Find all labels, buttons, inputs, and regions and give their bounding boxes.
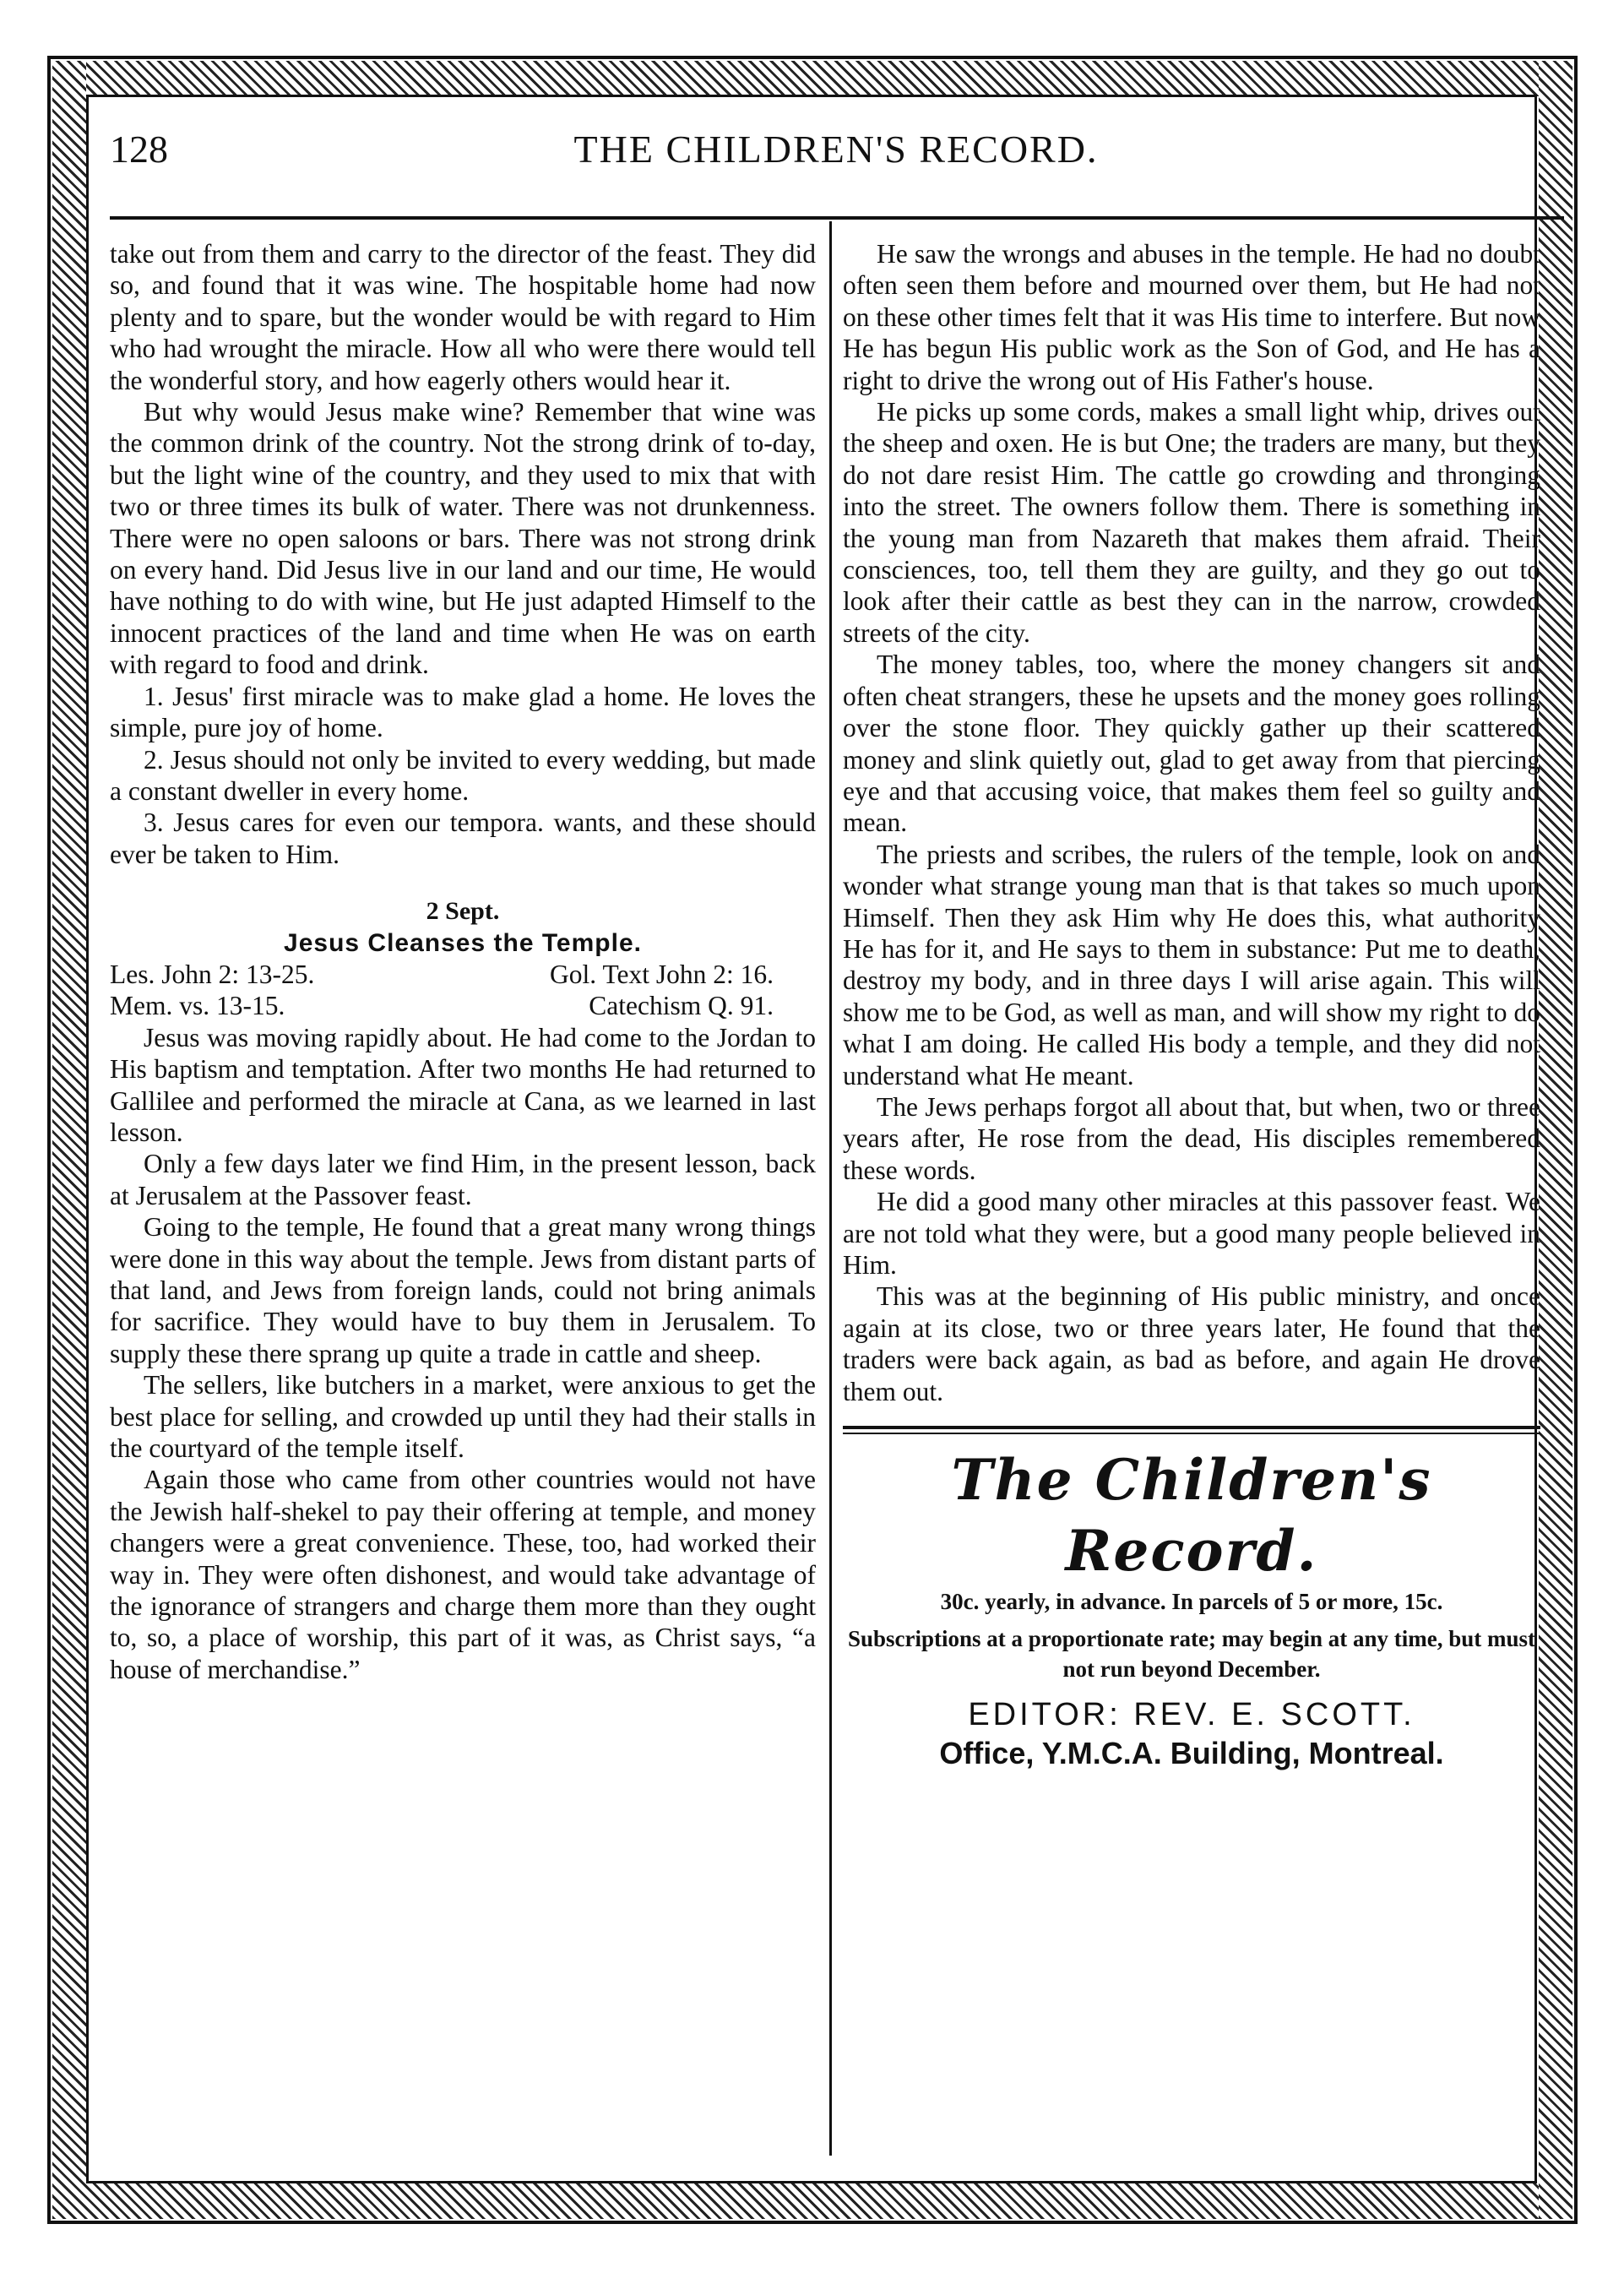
- lesson-title: Jesus Cleanses the Temple.: [284, 928, 642, 957]
- paragraph: The priests and scribes, the rulers of the temple, look on and wonder what strange young man that is that takes so much upon Himself. Then they ask Him why He does this, what authority He has for it, and He says to them in substance: Put me to death, destroy my body, and in three days I will arise again. This will show me to be God, as well as man, and will show my right to do what I am doing. He called His body a temple, and they did not understand what He meant.: [843, 839, 1540, 1090]
- paragraph: He picks up some cords, makes a small light whip, drives out the sheep and oxen. He is but One; the traders are many, but they do not dare resist Him. The cattle go crowding and thronging into the street. The owners follow them. There is something in the young man from Nazareth that makes them afraid. Their consciences, too, tell them they are guilty, and they go out to look after their cattle as best they can in the narrow, crowded streets of the city.: [843, 397, 1540, 648]
- paragraph: 1. Jesus' first miracle was to make glad a home. He loves the simple, pure joy of home.: [110, 681, 816, 743]
- paragraph: Jesus was moving rapidly about. He had come to the Jordan to His baptism and temptation. After two months He had returned to Gallilee and performed the miracle at Cana, as we learned in last lesson.: [110, 1022, 816, 1147]
- paragraph: 2. Jesus should not only be invited to every wedding, but made a constant dweller in every home.: [110, 744, 816, 806]
- paragraph: But why would Jesus make wine? Remember that wine was the common drink of the country. Not the strong drink of to-day, but the light wine of the country, and they used to mix that with two or three times its bulk of water. There was not drunkenness. There were no open saloons or bars. There was not strong drink on every hand. Did Jesus live in our land and our time, He would have nothing to do with wine, but He just adapted Himself to the innocent practices of the land and time when He was on earth with regard to food and drink.: [110, 397, 816, 680]
- memory-row: [110, 990, 816, 1021]
- page-header: [110, 127, 1562, 186]
- paragraph: He did a good many other miracles at this passover feast. We are not told what they were, but a good many people believed in Him.: [843, 1187, 1540, 1280]
- paragraph: Again those who came from other countries would not have the Jewish half-shekel to pay their offering at temple, and money changers were a great convenience. These, too, had worked their way in. They were often dishonest, and would take advantage of the ignorance of strangers and charge them more than they ought to, so, a place of worship, this part of it was, as Christ says, “a house of merchandise.”: [110, 1465, 816, 1684]
- paragraph: Going to the temple, He found that a great many wrong things were done in this way about the temple. Jews from distant parts of that land, and Jews from foreign lands, could not bring animals for sacrifice. They would have to buy them in Jerusalem. To supply these there sprang up quite a trade in cattle and sheep.: [110, 1212, 816, 1368]
- paragraph: This was at the beginning of His public ministry, and once again at its close, two or three years later, He found that the traders were back again, as bad as before, and again He drove them out.: [843, 1281, 1540, 1406]
- lesson-reference-row: [110, 959, 816, 990]
- subscription-price: 30c. yearly, in advance. In parcels of 5 or more, 15c.: [940, 1589, 1443, 1615]
- subscription-rules: [843, 1426, 1540, 1434]
- lesson-reference: Les. John 2: 13-25.: [110, 959, 315, 989]
- editor-line: EDITOR: REV. E. SCOTT.: [968, 1697, 1415, 1733]
- paragraph: He saw the wrongs and abuses in the temple. He had no doubt often seen them before and mourned over them, but He had not on these other times felt that it was His time to interfere. But now He has begun His public work as the Son of God, and He has a right to drive the wrong out of His Father's house.: [843, 239, 1540, 395]
- memory-verses: Mem. vs. 13-15.: [110, 991, 285, 1021]
- paragraph: Only a few days later we find Him, in the present lesson, back at Jerusalem at the Passover feast.: [110, 1149, 816, 1210]
- running-title: THE CHILDREN'S RECORD.: [573, 128, 1099, 171]
- column-divider: [829, 221, 832, 2156]
- left-column: [110, 238, 816, 1685]
- right-column: [843, 238, 1540, 1770]
- paragraph: 3. Jesus cares for even our tempora. wants, and these should ever be taken to Him.: [110, 808, 816, 869]
- catechism: Catechism Q. 91.: [589, 991, 774, 1021]
- lesson-date: 2 Sept.: [426, 897, 500, 926]
- paragraph: take out from them and carry to the director of the feast. They did so, and found that it was wine. The hospitable home had now plenty and to spare, but the wonder would be with regard to Him who had wrought the miracle. How all who were there would tell the wonderful story, and how eagerly others would hear it.: [110, 239, 816, 395]
- office-line: Office, Y.M.C.A. Building, Montreal.: [939, 1736, 1444, 1771]
- paragraph: The Jews perhaps forgot all about that, but when, two or three years after, He rose from the dead, His disciples remembered these words.: [843, 1091, 1540, 1185]
- paragraph: The sellers, like butchers in a market, were anxious to get the best place for selling, and crowded up until they had their stalls in the courtyard of the temple itself.: [110, 1370, 816, 1464]
- page-number: 128: [110, 128, 168, 171]
- paragraph: The money tables, too, where the money changers sit and often cheat strangers, these he upsets and the money goes rolling over the stone floor. They quickly gather up their scattered money and slink quietly out, glad to get away from that piercing eye and that accusing voice, that makes them feel so guilty and mean.: [843, 650, 1540, 838]
- header-rule: [110, 216, 1564, 220]
- subscription-terms: Subscriptions at a proportionate rate; may begin at any time, but must not run beyond December.: [847, 1626, 1535, 1683]
- masthead: The Children's Record.: [951, 1447, 1432, 1585]
- golden-text: Gol. Text John 2: 16.: [550, 959, 774, 989]
